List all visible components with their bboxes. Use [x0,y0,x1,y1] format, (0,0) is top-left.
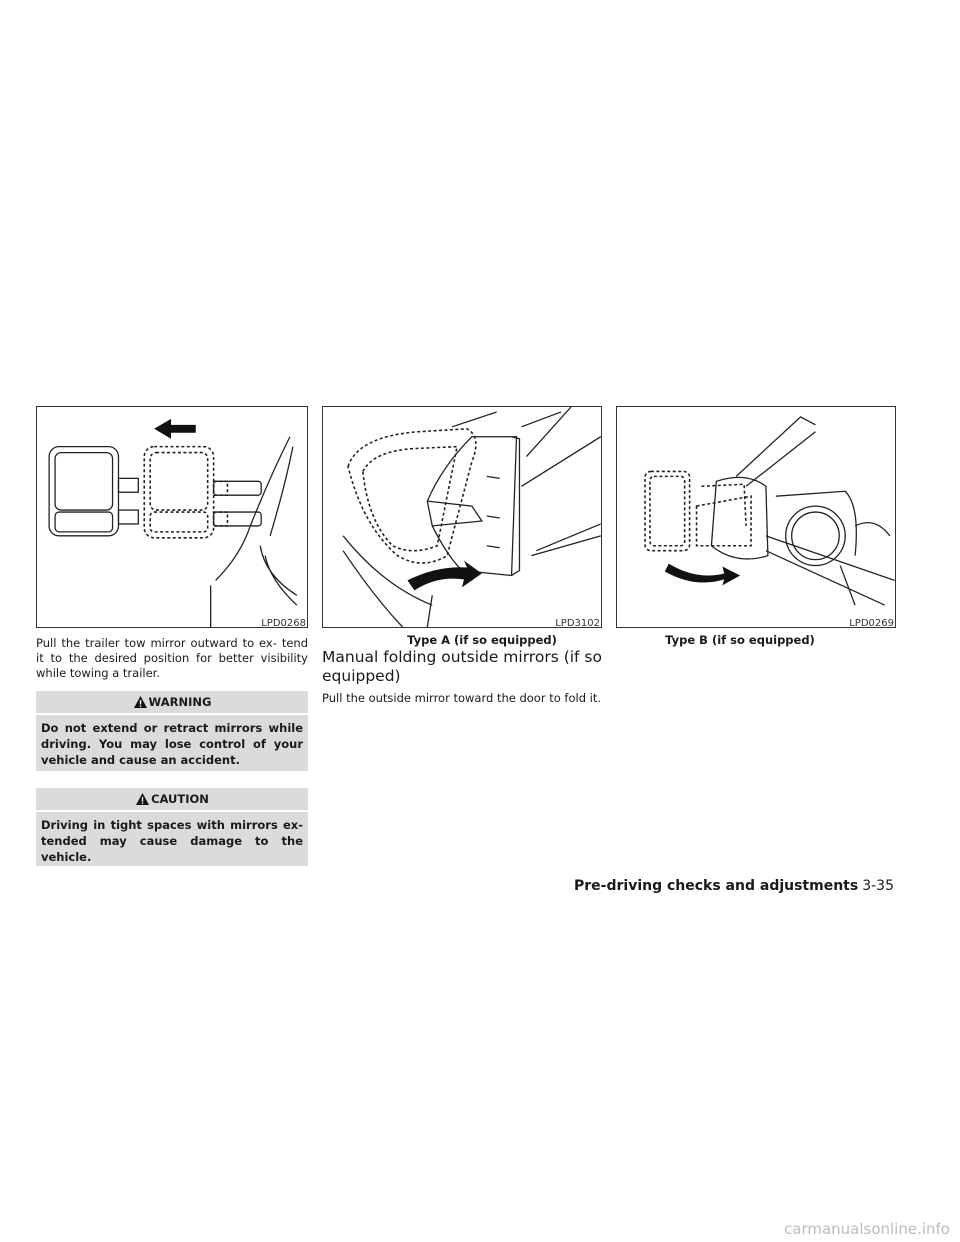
type-a-mirror-illustration [323,407,601,627]
tow-mirror-illustration [37,407,307,627]
warning-text: Do not extend or retract mirrors while driving. You may lose control of your vehicle and cause an accident. [36,715,308,771]
caution-text: Driving in tight spaces with mirrors ex- tended may cause damage to the vehicle. [36,812,308,866]
caution-icon [135,792,150,806]
figure-type-a [322,406,602,628]
warning-label: WARNING [148,695,212,709]
figure-code: LPD0268 [261,618,306,629]
warning-icon [133,695,148,709]
warning-header [36,691,308,713]
tow-mirror-paragraph: Pull the trailer tow mirror outward to ex- tend it to the desired position for better visibility while towing a trailer. [36,636,308,680]
page-footer [574,878,894,894]
page-number: 3-35 [862,878,894,894]
figure-type-b [616,406,896,628]
figure-code: LPD0269 [849,618,894,629]
caution-header [36,788,308,810]
figure-caption: Type B (if so equipped) [665,633,815,647]
figure-code: LPD3102 [555,618,600,629]
watermark: carmanualsonline.info [784,1220,950,1238]
figure-tow-mirror [36,406,308,628]
type-b-mirror-illustration [617,407,895,627]
folding-paragraph: Pull the outside mirror toward the door to fold it. [322,691,602,705]
caution-label: CAUTION [151,792,209,806]
footer-section: Pre-driving checks and adjustments [574,878,859,894]
figure-caption: Type A (if so equipped) [407,633,557,647]
section-title: Manual folding outside mirrors (if so equipped) [322,648,602,685]
